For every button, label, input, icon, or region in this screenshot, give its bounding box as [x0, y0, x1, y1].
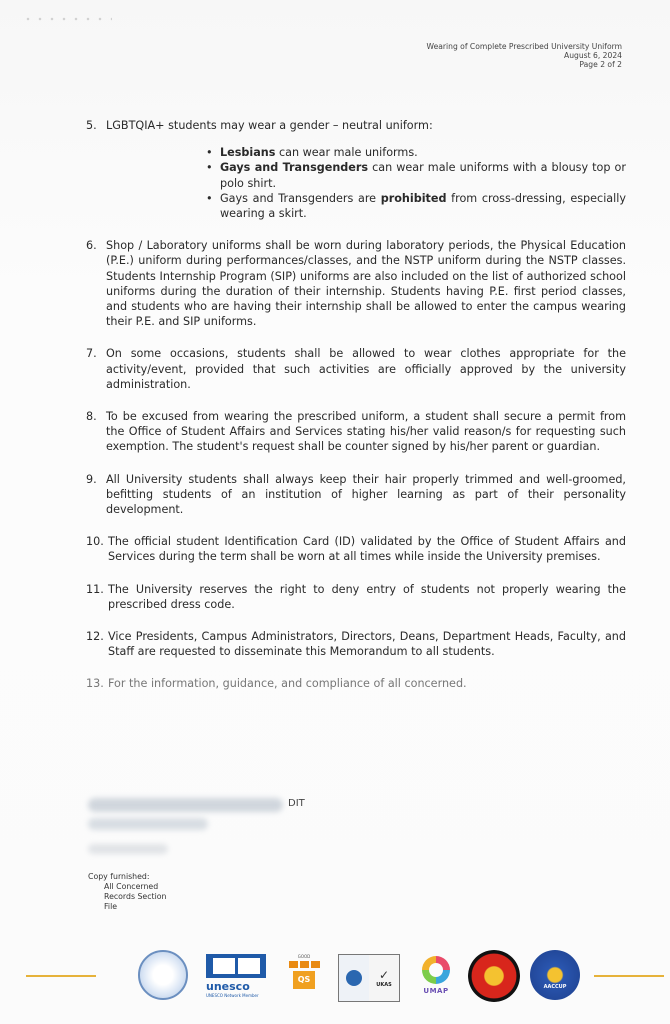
memo-items: [86, 118, 626, 709]
unesco-wordmark: unesco: [206, 980, 250, 993]
memo-item-12: [86, 629, 626, 659]
item-number: 7.: [86, 347, 97, 361]
item-number: 12.: [86, 630, 104, 644]
item-text: To be excused from wearing the prescribed uniform, a student shall secure a permit from the Office of Student Affairs and Services stating his/her valid reason/s for requesting such exemption. The student's request shall be counter signed by his/her parent or guardian.: [106, 410, 626, 454]
header-title: Wearing of Complete Prescribed University Uniform: [426, 42, 622, 51]
redacted-office: [88, 844, 168, 854]
item-text: The official student Identification Card (ID) validated by the Office of Student Affairs and Services during the term shall be worn at all times while inside the University premises.: [108, 535, 626, 564]
memo-item-11: [86, 582, 626, 612]
footer-logos: [138, 950, 588, 1006]
copy-furnished-label: Copy furnished:: [88, 872, 150, 881]
bullet-list: [206, 145, 626, 221]
redacted-name: [88, 798, 283, 812]
item-text: The University reserves the right to deny entry of students not properly wearing the prescribed dress code.: [108, 582, 626, 611]
certification-icon: [339, 955, 369, 1001]
bullet-item: • Lesbians can wear male uniforms.: [206, 145, 626, 160]
qs-badge: QS: [293, 971, 315, 989]
item-text: Vice Presidents, Campus Administrators, Directors, Deans, Department Heads, Faculty, and Staff are requested to disseminate this Memorandum to all students.: [108, 630, 626, 659]
memo-item-13: [86, 676, 626, 691]
signatory-suffix: DIT: [288, 798, 305, 809]
item-text: For the information, guidance, and compliance of all concerned.: [108, 677, 467, 691]
memo-item-9: [86, 472, 626, 518]
scan-speckle: [22, 16, 112, 22]
aaccup-label: AACCUP: [543, 984, 567, 990]
item-text: All University students shall always keep their hair properly trimmed and well-groomed, befitting students of an institution of higher learning as part of their personality development.: [106, 472, 626, 517]
memo-item-5: [86, 118, 626, 221]
item-number: 5.: [86, 119, 97, 132]
header-page-number: Page 2 of 2: [579, 60, 622, 69]
item-number: 10.: [86, 535, 104, 549]
memo-item-10: [86, 534, 626, 564]
page-header: [427, 42, 622, 69]
memo-item-6: [86, 238, 626, 329]
ukas-label: UKAS: [376, 982, 392, 988]
umap-ring-icon: [422, 956, 450, 984]
item-text: On some occasions, students shall be allowed to wear clothes appropriate for the activity/event, provided that such activities are officially approved by the university administration.: [106, 347, 626, 391]
unesco-logo: [206, 954, 268, 1002]
footer-accent-line: [26, 975, 96, 977]
item-number: 9.: [86, 472, 97, 486]
signature-block: [88, 798, 305, 854]
copy-recipient: File: [104, 902, 118, 911]
item-text: LGBTQIA+ students may wear a gender – neutral uniform:: [106, 119, 433, 132]
university-seal-icon: [138, 950, 188, 1000]
memo-item-8: [86, 409, 626, 455]
copy-recipient: All Concerned: [104, 882, 159, 891]
unesco-temple-icon: [206, 954, 266, 978]
qs-stars-icon: [286, 961, 322, 968]
umap-label: UMAP: [423, 987, 449, 995]
bullet-item: • Gays and Transgenders are prohibited from cross-dressing, especially wearing a skirt.: [206, 191, 626, 221]
header-date: August 6, 2024: [564, 51, 622, 60]
bullet-item: • Gays and Transgenders can wear male uniforms with a blousy top or polo shirt.: [206, 160, 626, 190]
copy-furnished: [88, 872, 166, 912]
qs-rating-label: GOOD: [297, 954, 311, 959]
redacted-position: [88, 818, 208, 830]
item-number: 13.: [86, 677, 104, 691]
item-number: 8.: [86, 410, 97, 424]
item-text: Shop / Laboratory uniforms shall be worn during laboratory periods, the Physical Education (P.E.) uniform during performances/classes, and the NSTP uniform during the NSTP classes. Students Internship Program (SIP) uniforms are also included on the list of authorized school uniforms during the duration of their internship. Students having P.E. first period classes, and students who are having their internship shall be allowed to enter the campus wearing their P.E. and SIP uniforms.: [106, 239, 626, 329]
qs-stars-logo: [286, 954, 322, 998]
memo-item-7: [86, 346, 626, 392]
unesco-subtitle: UNESCO Network Member: [206, 993, 259, 998]
item-number: 6.: [86, 239, 97, 253]
copy-recipient: Records Section: [104, 892, 167, 901]
checkmark-icon: ✓: [378, 968, 390, 982]
footer-accent-line: [594, 975, 664, 977]
umap-logo: [416, 954, 456, 1002]
aaccup-logo: [530, 950, 580, 1000]
iso-ukas-logo: [338, 954, 400, 1002]
item-number: 11.: [86, 582, 104, 596]
engineering-gear-icon: [468, 950, 520, 1002]
